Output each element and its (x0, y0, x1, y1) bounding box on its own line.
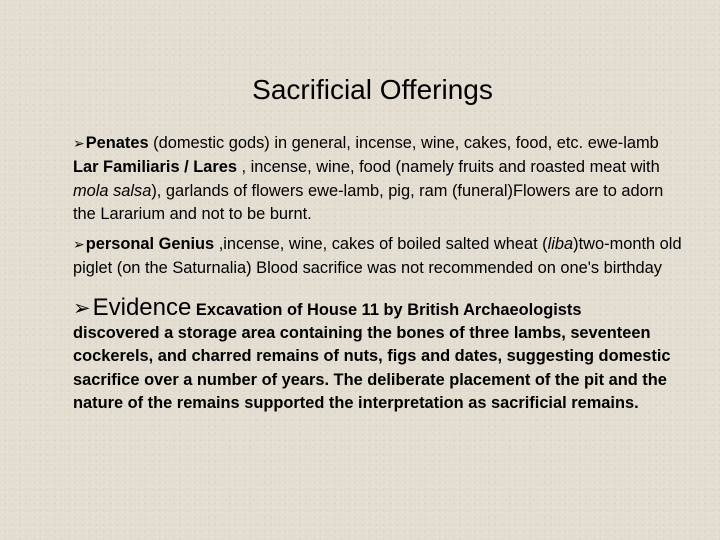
term-liba: liba (547, 235, 574, 254)
bullet-evidence (73, 293, 688, 415)
lar-description-part2: ), garlands of flowers ewe-lamb, pig, ram (funeral)Flowers are to adorn the Lararium and not to be burnt. (73, 181, 664, 223)
term-mola-salsa: mola salsa (73, 181, 152, 200)
genius-description-part2: )two-month old piglet (on the Saturnalia) Blood sacrifice was not recommended on one's birthday (73, 235, 682, 278)
lar-description-part1: , incense, wine, food (namely fruits and roasted meat with (237, 158, 660, 177)
genius-description-part1: ,incense, wine, cakes of boiled salted wheat ( (214, 235, 548, 254)
evidence-heading: Evidence (92, 293, 192, 321)
slide-body (73, 132, 688, 415)
term-personal-genius: personal Genius (85, 235, 215, 254)
term-penates: Penates (85, 134, 149, 152)
bullet-personal-genius (73, 233, 688, 281)
bullet-penates-lares (73, 132, 688, 226)
term-lar-familiaris: Lar Familiaris / Lares (73, 158, 237, 177)
evidence-text-part2: discovered a storage area containing the bones of three lambs, seventeen cockerels, and charred remains of nuts, figs and dates, suggesting domestic sacrifice over a number of years. The deliberate placement of the pit and the nature of the remains supported the interpretation as sacrificial remains. (73, 324, 671, 412)
penates-description: (domestic gods) in general, incense, wine, cakes, food, etc. ewe-lamb (148, 134, 659, 152)
evidence-text-part1: Excavation of House 11 by British Archaeologists (191, 300, 582, 319)
arrow-bullet-icon: ➢ (73, 295, 91, 320)
arrow-bullet-icon: ➢ (73, 237, 85, 254)
arrow-bullet-icon: ➢ (73, 136, 85, 152)
slide-title: Sacrificial Offerings (252, 74, 493, 105)
